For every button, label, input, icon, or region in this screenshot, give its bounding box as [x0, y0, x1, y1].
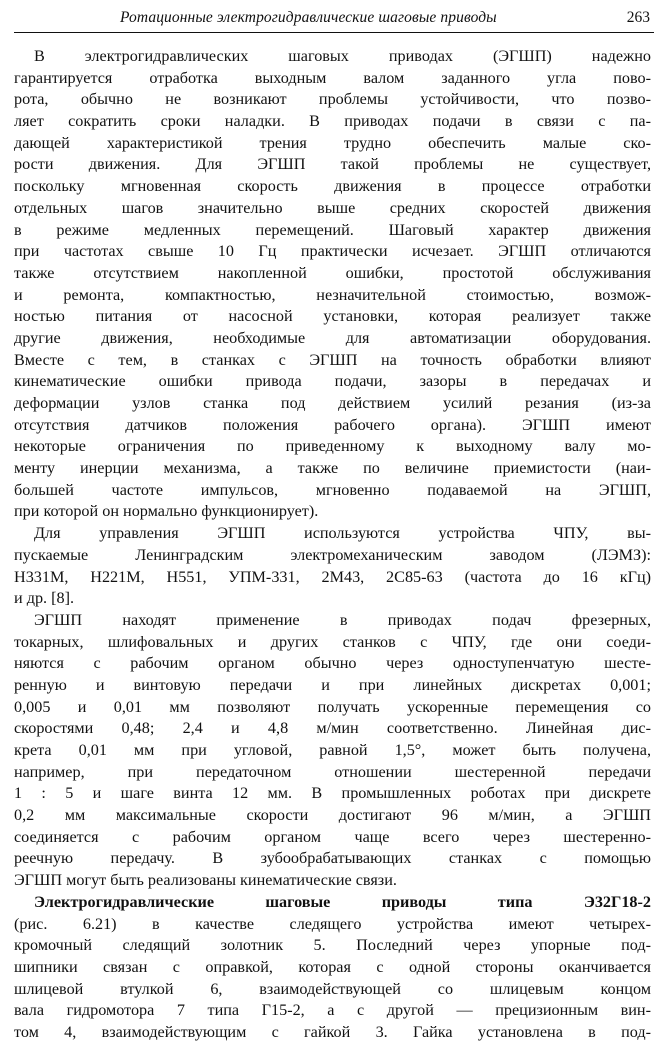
text-line: отсутствия датчиков положения рабочего органа). ЭГШП имеют — [14, 415, 651, 434]
paragraph-2 — [14, 523, 651, 610]
text-line: В электрогидравлических шаговых приводах (ЭГШП) надежно — [34, 47, 651, 65]
text-line: соединяется с рабочим органом чаще всего через шестеренно- — [14, 827, 651, 846]
text-line: отдельных шагов значительно выше средних скоростей движения — [14, 198, 651, 217]
text-line: ностью питания от насосной установки, которая реализует также — [14, 307, 651, 326]
text-line: крета 0,01 мм при угловой, равной 1,5°, может быть получена, — [14, 741, 651, 759]
paragraph-1 — [14, 46, 651, 523]
running-title: Ротационные электрогидравлические шаговые приводы — [120, 9, 497, 26]
text-line: и ремонта, компактностью, незначительной стоимостью, возмож- — [14, 285, 651, 304]
paragraph-3 — [14, 610, 651, 892]
text-line: Для управления ЭГШП используются устройства ЧПУ, вы- — [34, 524, 651, 543]
body-text — [14, 46, 651, 1044]
text-line: шипники связан с оправкой, которая с одной стороны оканчивается — [14, 957, 651, 976]
text-line: некоторые ограничения по приведенному к выходному валу мо- — [14, 437, 651, 456]
text-line: ЭГШП могут быть реализованы кинематические связи. — [14, 871, 397, 890]
text-line: пускаемые Ленинградским электромеханическим заводом (ЛЭМЗ): — [14, 545, 651, 564]
bold-lead-heading: Электрогидравлические шаговые приводы типа Э32Г18-2 — [34, 892, 651, 911]
text-line: при частотах свыше 10 Гц практически исчезает. ЭГШП отличаются — [14, 242, 651, 261]
text-line: 1 : 5 и шаге винта 12 мм. В промышленных роботах при дискрете — [14, 784, 651, 803]
text-line: большей частоте импульсов, мгновенно подаваемой на ЭГШП, — [14, 480, 651, 499]
text-line: ляет сократить сроки наладки. В приводах подачи в связи с па- — [14, 112, 651, 131]
text-line: шлицевой втулкой 6, взаимодействующей со шлицевым концом — [14, 979, 651, 998]
text-line: вала гидромотора 7 типа Г15-2, а с другой — прецизионным вин- — [14, 1001, 651, 1020]
text-line: кинематические ошибки привода подачи, зазоры в передачах и — [14, 372, 651, 391]
text-line: гарантируется отработка выходным валом заданного угла пово- — [14, 68, 651, 87]
text-line: в режиме медленных перемещений. Шаговый характер движения — [14, 220, 651, 239]
text-line: Вместе с тем, в станках с ЭГШП на точность обработки влияют — [14, 350, 651, 369]
text-line: другие движения, необходимые для автоматизации оборудования. — [14, 328, 651, 347]
text-line: при которой он нормально функционирует). — [14, 502, 319, 521]
text-line: том 4, взаимодействующим с гайкой 3. Гайка установлена в под- — [14, 1022, 651, 1041]
text-line: рости движения. Для ЭГШП такой проблемы не существует, — [14, 155, 651, 174]
text-line: например, при передаточном отношении шестеренной передачи — [14, 762, 651, 781]
text-line: 0,2 мм максимальные скорости достигают 96 м/мин, а ЭГШП — [14, 806, 651, 825]
text-line: скоростями 0,48; 2,4 и 4,8 м/мин соответственно. Линейная дис- — [14, 719, 651, 738]
text-line: деформации узлов станка под действием усилий резания (из-за — [14, 394, 651, 412]
text-line: рота, обычно не возникают проблемы устойчивости, что позво- — [14, 90, 651, 109]
text-line: ренную и винтовую передачи и при линейных дискретах 0,001; — [14, 675, 651, 694]
text-line: (рис. 6.21) в качестве следящего устройства имеют четырех- — [14, 914, 651, 933]
text-line: менту инерции механизма, а также по величине приемистости (наи- — [14, 459, 651, 478]
text-line: Н331М, Н221М, Н551, УПМ-331, 2М43, 2С85-63 (частота до 16 кГц) — [14, 567, 651, 586]
text-line: реечную передачу. В зубообрабатывающих станках с помощью — [14, 849, 651, 868]
paragraph-4 — [14, 892, 651, 1044]
text-line: также отсутствием накопленной ошибки, простотой обслуживания — [14, 263, 651, 282]
text-line: няются с рабочим органом обычно через одноступенчатую шесте- — [14, 654, 651, 673]
text-line: кромочный следящий золотник 5. Последний через упорные под- — [14, 936, 651, 955]
running-header — [14, 6, 654, 33]
text-line: 0,005 и 0,01 мм позволяют получать ускоренные перемещения со — [14, 697, 651, 716]
text-line: ЭГШП находят применение в приводах подач фрезерных, — [34, 610, 651, 629]
page-number: 263 — [626, 9, 650, 26]
text-line: дающей характеристикой трения трудно обеспечить малые ско- — [14, 133, 651, 152]
text-line: и др. [8]. — [14, 589, 75, 608]
text-line: токарных, шлифовальных и других станков с ЧПУ, где они соеди- — [14, 632, 651, 651]
text-line: поскольку мгновенная скорость движения в процессе отработки — [14, 177, 651, 196]
